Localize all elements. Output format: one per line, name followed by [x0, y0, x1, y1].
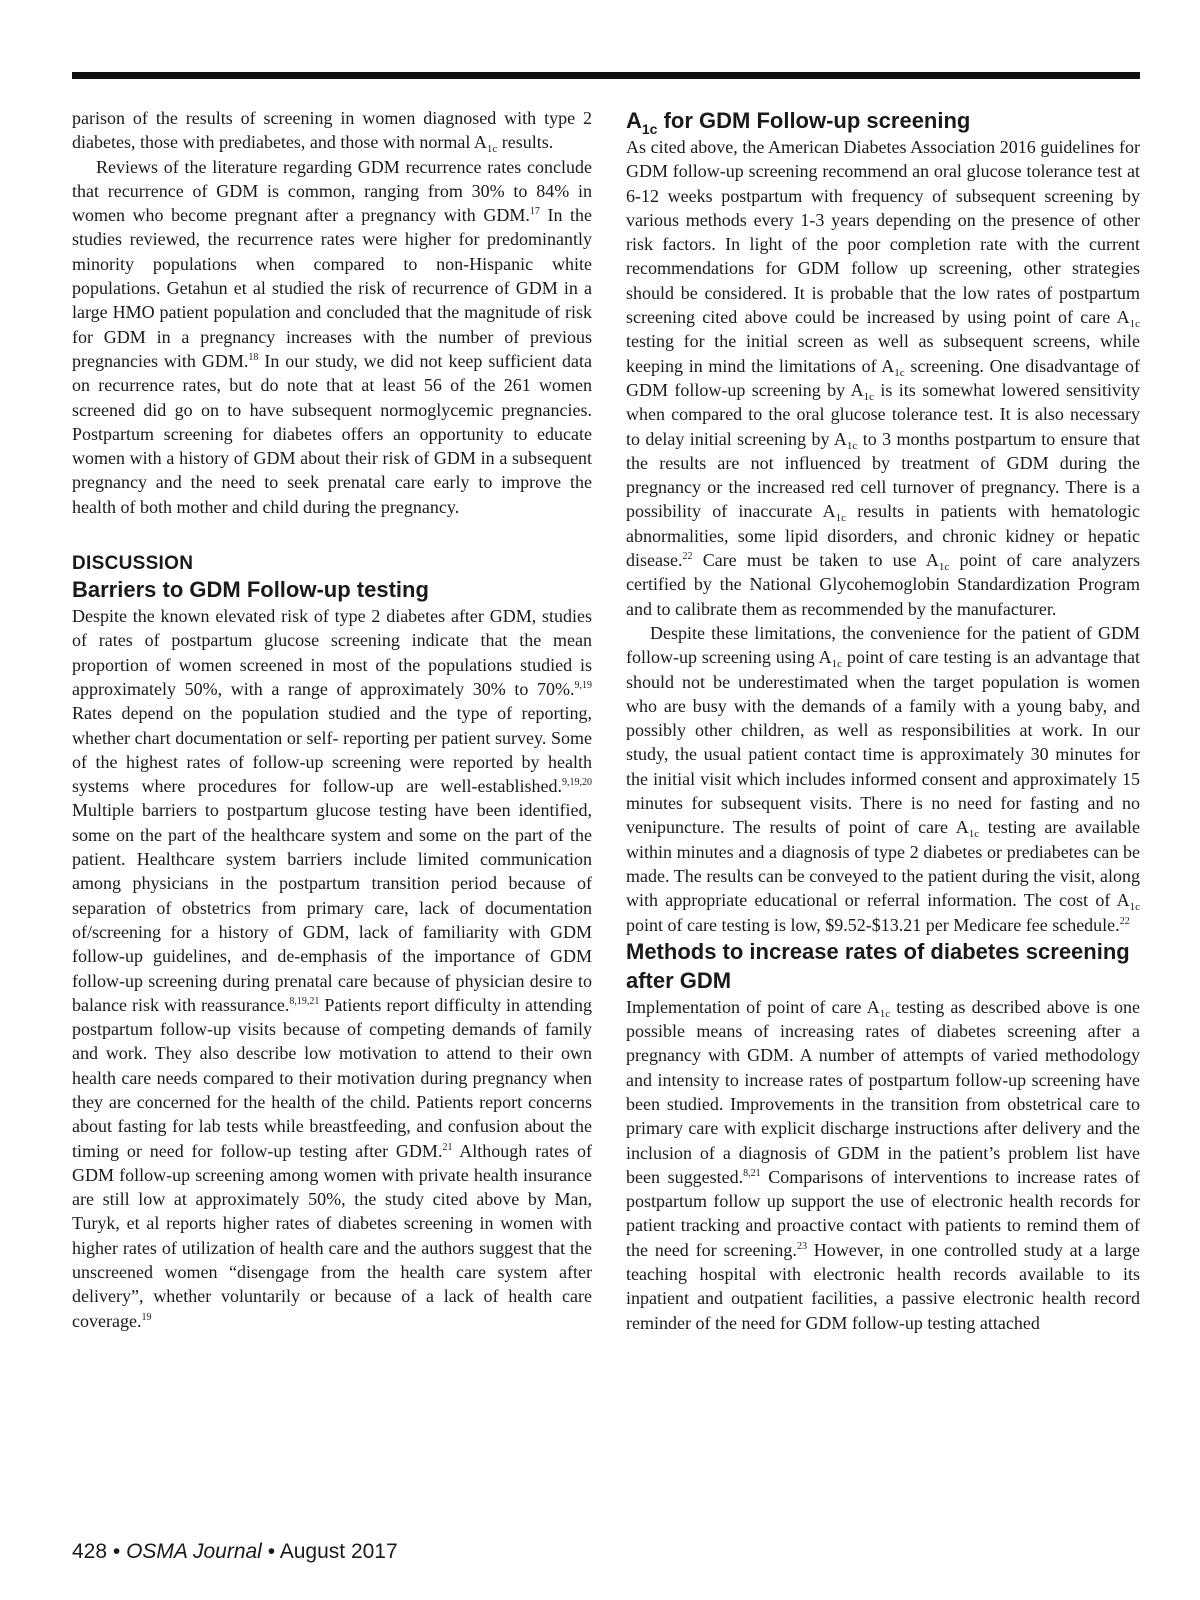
subsection-heading: Methods to increase rates of diabetes screening after GDM [626, 938, 1130, 993]
page-footer: 428 • OSMA Journal • August 2017 [72, 1540, 398, 1563]
paragraph: parison of the results of screening in women diagnosed with type 2 diabetes, those with prediabetes, and those with normal $A_{1c}$ results. [72, 108, 592, 156]
subsection-heading: $A_{1c}$ for GDM Follow-up screening [626, 108, 971, 137]
paragraph: Despite these limitations, the convenience for the patient of GDM follow-up screening using $A_{1c}$ point of care testing is an advantage that should not be underestimated when the target population is women who are busy with the demands of a family with a young baby, and possibly other children, as well as responsibilities at work. In our study, the usual patient contact time is approximately 30 minutes for the initial visit which includes informed consent and approximately 15 minutes for subsequent visits. There is no need for fasting and no venipuncture. The results of point of care $A_{1c}$ testing are available within minutes and a diagnosis of type 2 diabetes or prediabetes can be made. The results can be conveyed to the patient during the visit, along with appropriate educational or referral information. The cost of $A_{1c}$ point of care testing is low, $9.52-$13.21 per Medicare fee schedule.$^{22}$ [626, 622, 1141, 935]
page-number: 428 [72, 1540, 108, 1563]
right-column [626, 106, 1140, 1335]
issue-date: August 2017 [279, 1540, 398, 1563]
paragraph: Despite the known elevated risk of type 2 diabetes after GDM, studies of rates of postpartum glucose screening indicate that the mean proportion of women screened in most of the populations studied is approximately 50%, with a range of approximately 30% to 70%.$^{9,19}$ Rates depend on the population studied and the type of reporting, whether chart documentation or self- reporting per patient survey. Some of the highest rates of follow-up screening were reported by health systems where procedures for follow-up are well-established.$^{9,19,20}$ Multiple barriers to postpartum glucose testing have been identified, some on the part of the healthcare system and some on the part of the patient. Healthcare system barriers include limited communication among physicians in the postpartum transition period because of separation of obstetrics from primary care, lack of documentation of/screening for a history of GDM, lack of familiarity with GDM follow-up guidelines, and de-emphasis of the importance of GDM follow-up screening during prenatal care because of physician desire to balance risk with reassurance.$^{8,19,21}$ Patients report difficulty in attending postpartum follow-up visits because of competing demands of family and work. They also describe low motivation to attend to their own health care needs compared to their motivation during pregnancy when they are concerned for the health of the child. Patients report concerns about fasting for lab tests while breastfeeding, and confusion about the timing or need for follow-up testing after GDM.$^{21}$ Although rates of GDM follow-up screening among women with private health insurance are still low at approximately 50%, the study cited above by Man, Turyk, et al reports higher rates of diabetes screening in women with higher rates of utilization of health care and the authors suggest that the unscreened women “disengage from the health care system after delivery”, whether voluntarily or because of a lack of health care coverage.$^{19}$ [72, 606, 593, 1331]
paragraph: Reviews of the literature regarding GDM recurrence rates conclude that recurrence of GDM is common, ranging from 30% to 84% in women who become pregnant after a pregnancy with GDM.$^{17}$ In the studies reviewed, the recurrence rates were higher for predominantly minority populations when compared to non-Hispanic white populations. Getahun et al studied the risk of recurrence of GDM in a large HMO patient population and concluded that the magnitude of risk for GDM in a pregnancy increases with the number of previous pregnancies with GDM.$^{18}$ In our study, we did not keep sufficient data on recurrence rates, but do note that at least 56 of the 261 women screened did go on to have subsequent normoglycemic pregnancies. Postpartum screening for diabetes offers an opportunity to educate women with a history of GDM about their risk of GDM in a subsequent pregnancy and the need to seek prenatal care early to improve the health of both mother and child during the pregnancy. [72, 156, 593, 517]
left-column [72, 106, 592, 1333]
top-rule [72, 72, 1140, 79]
section-heading: DISCUSSION [72, 553, 194, 575]
paragraph: As cited above, the American Diabetes Association 2016 guidelines for GDM follow-up screening recommend an oral glucose tolerance test at 6-12 weeks postpartum with frequency of subsequent screening by various methods every 1-3 years depending on the presence of other risk factors. In light of the poor completion rate with the current recommendations for GDM follow up screening, other strategies should be considered. It is probable that the low rates of postpartum screening cited above could be increased by using point of care $A_{1c}$ testing for the initial screen as well as subsequent screens, while keeping in mind the limitations of $A_{1c}$ screening. One disadvantage of GDM follow-up screening by $A_{1c}$ is its somewhat lowered sensitivity when compared to the oral glucose tolerance test. It is also necessary to delay initial screening by $A_{1c}$ to 3 months postpartum to ensure that the results are not influenced by treatment of GDM during the pregnancy or the increased red cell turnover of pregnancy. There is a possibility of inaccurate $A_{1c}$ results in patients with hematologic abnormalities, some lipid disorders, and chronic kidney or hepatic disease.$^{22}$ Care must be taken to use $A_{1c}$ point of care analyzers certified by the National Glycohemoglobin Standardization Program and to calibrate them as recommended by the manufacturer. [626, 137, 1140, 619]
paragraph: Implementation of point of care $A_{1c}$ testing as described above is one possible means of increasing rates of diabetes screening after a pregnancy with GDM. A number of attempts of varied methodology and intensity to increase rates of postpartum follow-up screening have been studied. Improvements in the transition from obstetrical care to primary care with explicit discharge instructions after delivery and the inclusion of a diagnosis of GDM in the patient’s problem list have been suggested.$^{8,21}$ Comparisons of interventions to increase rates of postpartum follow up support the use of electronic health records for patient tracking and proactive contact with patients to remind them of the need for screening.$^{23}$ However, in one controlled study at a large teaching hospital with electronic health records available to its inpatient and outpatient facilities, a passive electronic health record reminder of the need for GDM follow-up testing attached [626, 996, 1140, 1333]
subsection-heading: Barriers to GDM Follow-up testing [72, 577, 429, 603]
journal-name: OSMA Journal [126, 1540, 262, 1563]
